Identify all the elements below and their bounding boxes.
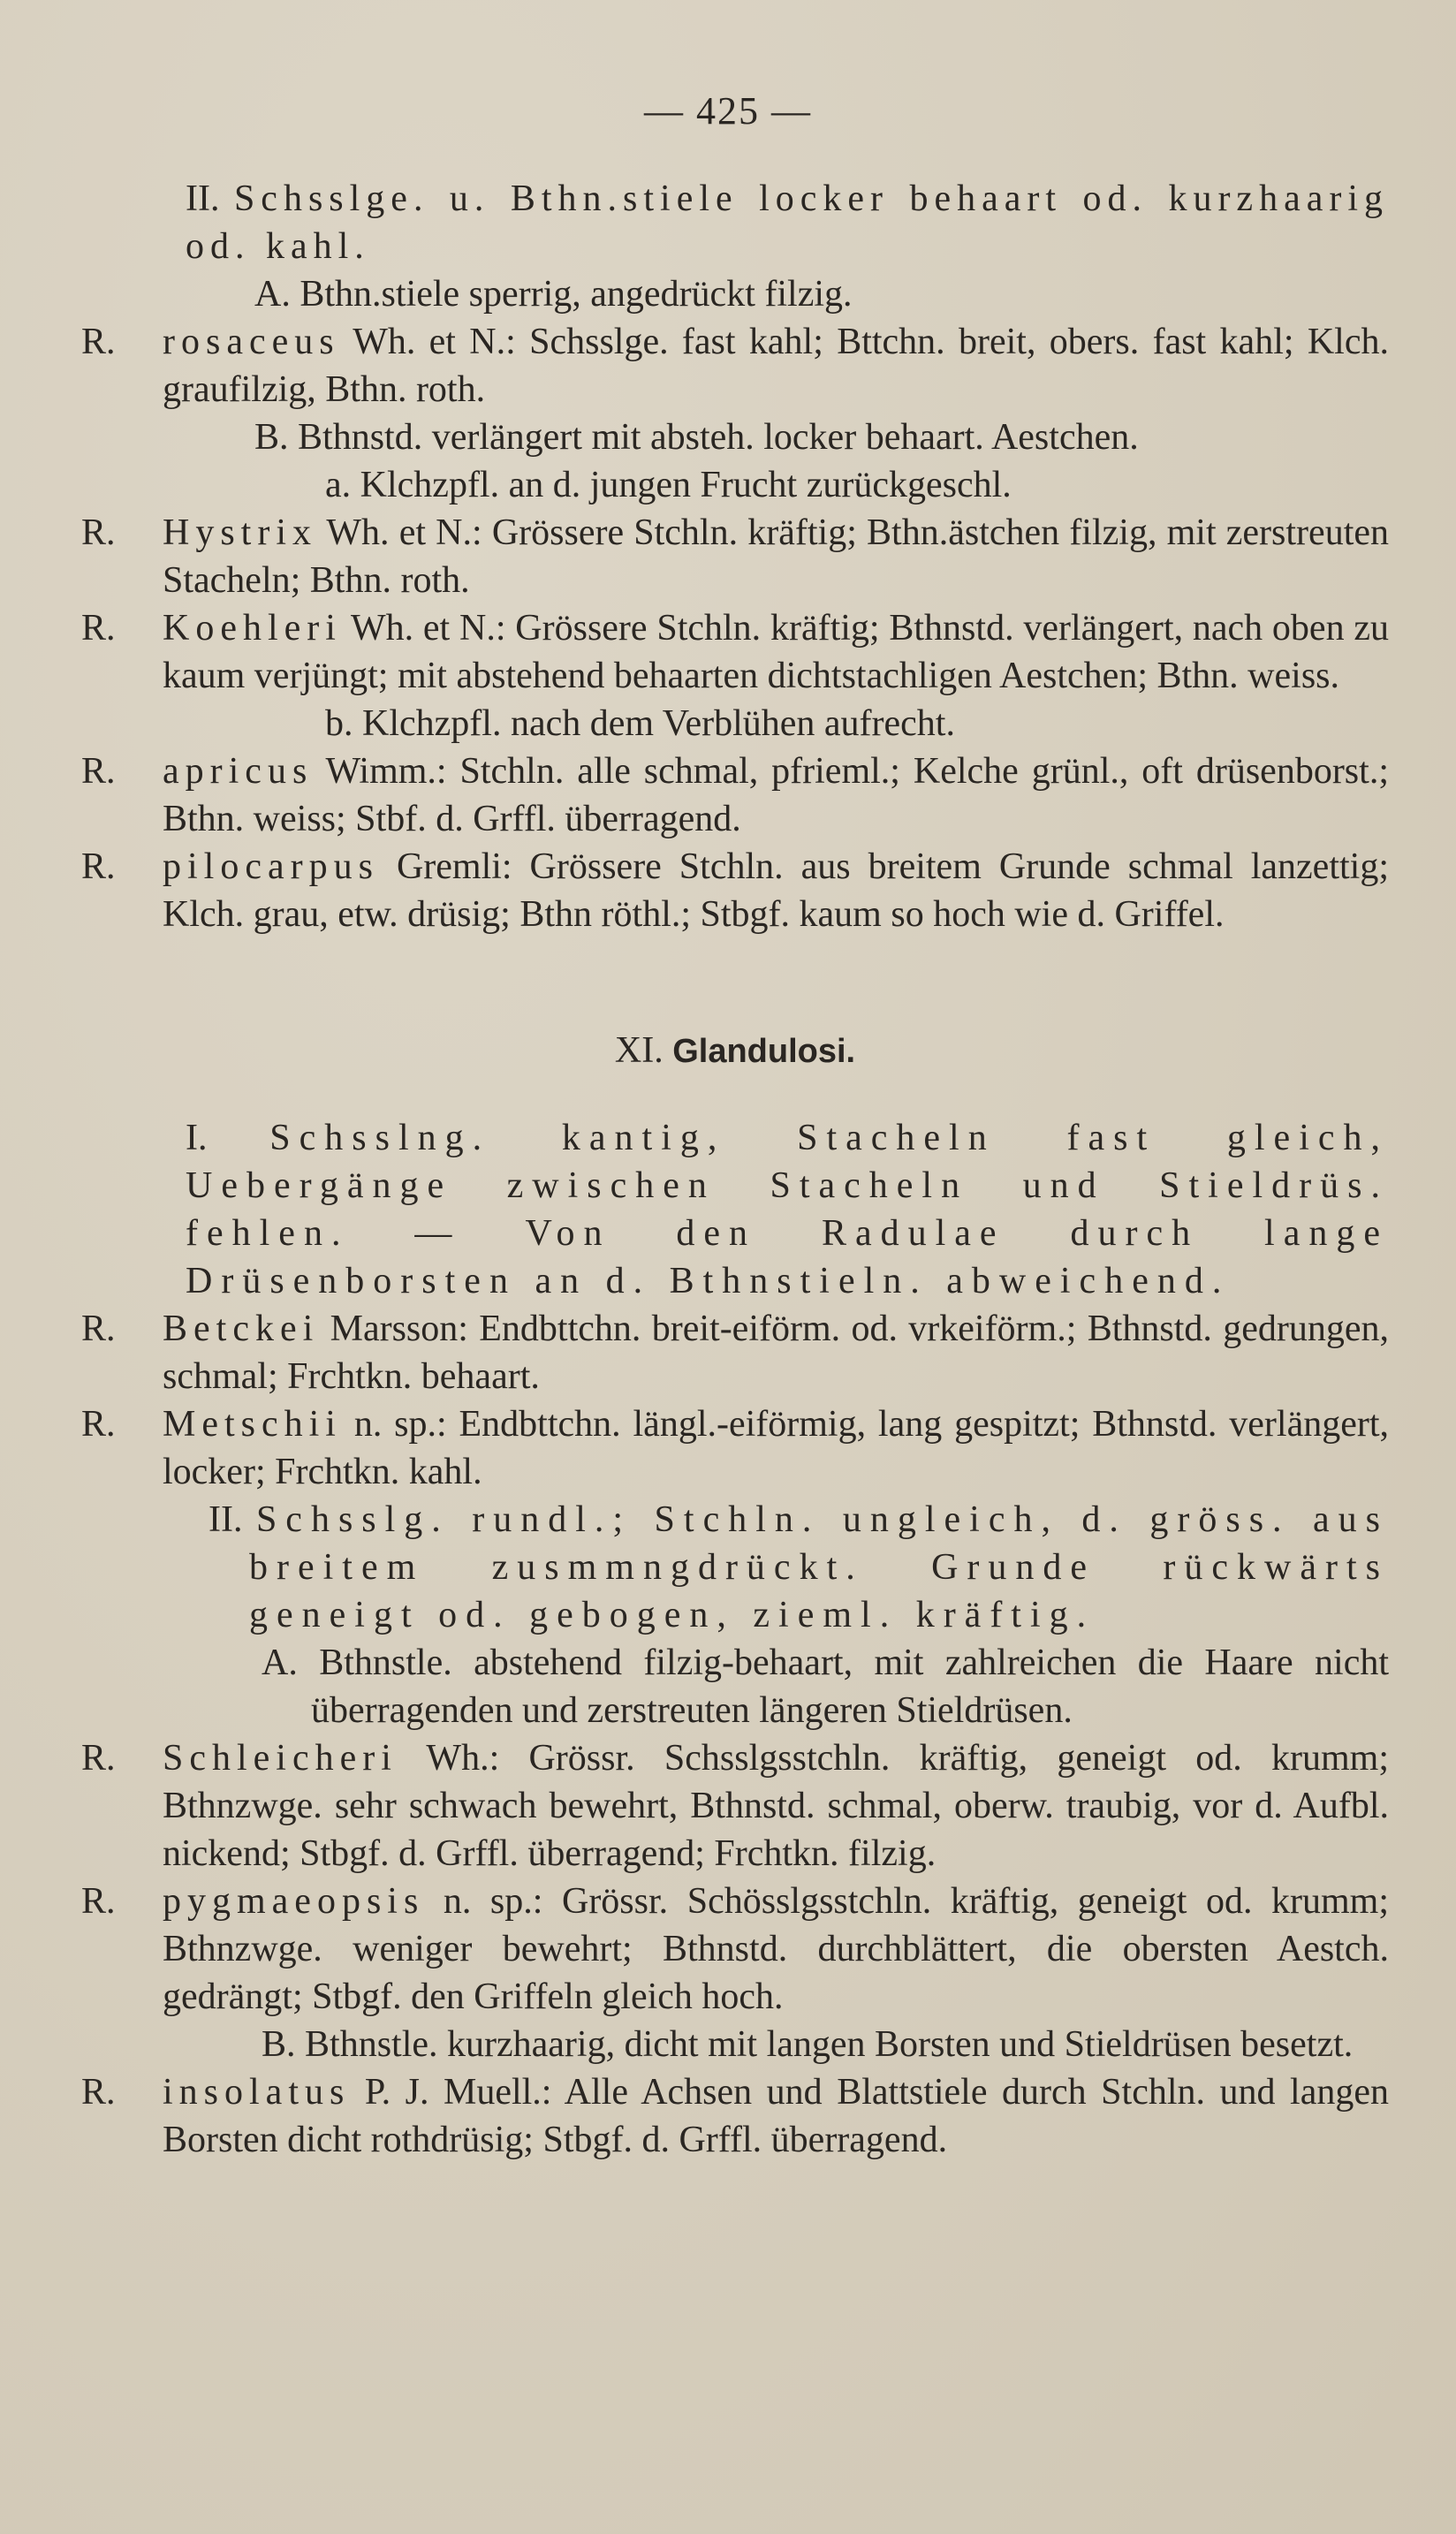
key-text: Schsslg. rundl.; Stchln. ungleich, d. gröss. aus breitem zusmmngdrückt. Grunde rückwärts geneigt od. gebogen, zieml. kräftig. xyxy=(249,1499,1390,1635)
species-name: insolatus xyxy=(163,2072,351,2113)
species-hystrix xyxy=(81,509,1389,604)
species-description: Gremli: Grössere Stchln. aus breitem Grunde schmal lanzettig; Klch. grau, etw. drüsig; Bthn röthl.; Stbgf. kaum so hoch wie d. Griffel. xyxy=(163,846,1389,935)
key-I-bottom xyxy=(81,1114,1389,1305)
species-apricus xyxy=(81,747,1389,843)
key-label: I. xyxy=(186,1118,208,1158)
key-II-bottom xyxy=(81,1496,1389,1639)
key-text: Klchzpfl. nach dem Verblühen aufrecht. xyxy=(362,703,955,744)
key-label: II. xyxy=(186,178,220,219)
species-description: Wh. et N.: Grössere Stchln. kräftig; Bthnstd. verlängert, nach oben zu kaum verjüngt; mit abstehend behaarten dichtstachligen Aestchen; Bthn. weiss. xyxy=(163,608,1389,696)
species-insolatus xyxy=(81,2068,1389,2164)
species-name: apricus xyxy=(163,751,314,792)
species-rosaceus xyxy=(81,318,1389,413)
genus-abbrev: R. xyxy=(81,1404,116,1445)
key-text: Klchzpfl. an d. jungen Frucht zurückgeschl. xyxy=(360,465,1012,505)
species-name: Koehleri xyxy=(163,608,342,649)
genus-abbrev: R. xyxy=(81,1309,116,1349)
key-text: Schsslng. kantig, Stacheln fast gleich, Uebergänge zwischen Stacheln und Stieldrüs. fehlen. — Von den Radulae durch lange Drüsenborsten an d. Bthnstieln. abweichend. xyxy=(186,1118,1389,1301)
genus-abbrev: R. xyxy=(81,846,116,887)
key-A-bottom xyxy=(81,1639,1389,1734)
section-heading xyxy=(81,1027,1389,1075)
key-label: A. xyxy=(262,1643,298,1683)
species-description: Wh. et N.: Schsslge. fast kahl; Bttchn. breit, obers. fast kahl; Klch. graufilzig, Bthn. roth. xyxy=(163,322,1389,410)
species-description: Wimm.: Stchln. alle schmal, pfrieml.; Kelche grünl., oft drüsenborst.; Bthn. weiss; Stbf. d. Grffl. überragend. xyxy=(163,751,1389,839)
species-name: pilocarpus xyxy=(163,846,379,887)
species-description: P. J. Muell.: Alle Achsen und Blattstiele durch Stchln. und langen Borsten dicht rothdrüsig; Stbgf. d. Grffl. überragend. xyxy=(163,2072,1390,2160)
species-name: Betckei xyxy=(163,1309,320,1349)
genus-abbrev: R. xyxy=(81,322,116,362)
species-betckei xyxy=(81,1305,1389,1400)
species-pilocarpus xyxy=(81,843,1389,938)
species-name: Schleicheri xyxy=(163,1738,398,1779)
species-schleicheri xyxy=(81,1734,1389,1878)
key-B-top xyxy=(81,413,1389,461)
page-content xyxy=(81,175,1389,2164)
key-text: Bthnstle. abstehend filzig-behaart, mit zahlreichen die Haare nicht überragenden und zerstreuten längeren Stieldrüsen. xyxy=(311,1643,1390,1731)
species-description: n. sp.: Endbttchn. längl.-eiförmig, lang gespitzt; Bthnstd. verlängert, locker; Frchtkn. kahl. xyxy=(163,1404,1390,1492)
genus-abbrev: R. xyxy=(81,751,116,792)
species-name: pygmaeopsis xyxy=(163,1881,425,1922)
key-text: Bthnstd. verlängert mit absteh. locker behaart. Aestchen. xyxy=(298,417,1139,458)
species-koehleri xyxy=(81,604,1389,700)
species-description: Wh. et N.: Grössere Stchln. kräftig; Bthn.ästchen filzig, mit zerstreuten Stacheln; Bthn. roth. xyxy=(163,512,1389,601)
key-label: a. xyxy=(325,465,352,505)
species-metschii xyxy=(81,1400,1389,1496)
key-II-top xyxy=(81,175,1389,270)
species-description: Wh.: Grössr. Schsslgsstchln. kräftig, geneigt od. krumm; Bthnzwge. sehr schwach bewehrt, Bthnstd. schmal, oberw. traubig, vor d. Aufbl. nickend; Stbgf. d. Grffl. überragend; Frchtkn. filzig. xyxy=(163,1738,1389,1874)
key-title: Schsslge. u. Bthn.stiele locker behaart od. kurzhaarig od. kahl. xyxy=(186,178,1390,267)
key-A-top xyxy=(81,270,1389,318)
heading-title: Glandulosi. xyxy=(672,1033,856,1070)
key-label: II. xyxy=(209,1499,243,1540)
page-number: — 425 — xyxy=(644,89,812,133)
key-text: Bthnstle. kurzhaarig, dicht mit langen Borsten und Stieldrüsen besetzt. xyxy=(305,2024,1354,2065)
species-name: Hystrix xyxy=(163,512,317,553)
key-label: B. xyxy=(254,417,289,458)
genus-abbrev: R. xyxy=(81,512,116,553)
key-B-bottom xyxy=(81,2021,1389,2068)
key-b-top xyxy=(81,700,1389,747)
key-label: B. xyxy=(262,2024,296,2065)
species-description: n. sp.: Grössr. Schösslgsstchln. kräftig, geneigt od. krumm; Bthnzwge. weniger bewehrt; Bthnstd. durchblättert, die obersten Aestch. gedrängt; Stbgf. den Griffeln gleich hoch. xyxy=(163,1881,1389,2017)
genus-abbrev: R. xyxy=(81,1738,116,1779)
key-label: b. xyxy=(325,703,353,744)
species-name: Metschii xyxy=(163,1404,342,1445)
species-name: rosaceus xyxy=(163,322,340,362)
key-text: Bthn.stiele sperrig, angedrückt filzig. xyxy=(300,274,853,315)
key-label: A. xyxy=(254,274,291,315)
species-description: Marsson: Endbttchn. breit-eiförm. od. vrkeiförm.; Bthnstd. gedrungen, schmal; Frchtkn. behaart. xyxy=(163,1309,1389,1397)
genus-abbrev: R. xyxy=(81,1881,116,1922)
species-pygmaeopsis xyxy=(81,1878,1389,2021)
heading-numeral: XI. xyxy=(614,1030,664,1071)
key-a-top xyxy=(81,461,1389,509)
genus-abbrev: R. xyxy=(81,608,116,649)
genus-abbrev: R. xyxy=(81,2072,116,2113)
